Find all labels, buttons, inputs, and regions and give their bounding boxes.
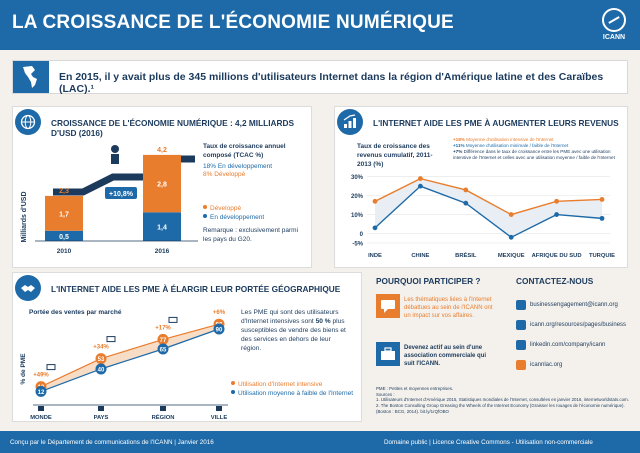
point-0-2	[463, 188, 468, 193]
logo-text: ICANN	[602, 34, 626, 41]
icann-logo-icon	[602, 8, 626, 32]
point-0-3	[509, 212, 514, 217]
market-icon-3	[216, 406, 222, 411]
market-icon-2	[160, 406, 166, 411]
difference-0: +49%	[33, 372, 49, 379]
footer-license[interactable]: Domaine public | Licence Creative Commons - Utilisation non-commerciale	[384, 439, 593, 446]
x-label-2010: 2010	[56, 248, 72, 255]
point-1-4	[554, 212, 559, 217]
contact-title: CONTACTEZ-NOUS	[516, 276, 594, 286]
contact-section	[514, 272, 634, 382]
label-developed-2016: 2,8	[157, 181, 167, 189]
sources-label: Sources :	[376, 391, 395, 397]
difference-2: +17%	[155, 325, 171, 332]
label-developed-2010: 1,7	[59, 211, 69, 219]
point-0-1	[418, 176, 423, 181]
y-tick-4: -5%	[352, 241, 363, 248]
point-1-5	[600, 216, 605, 221]
x-tick-5: TURQUIE	[588, 253, 616, 259]
contact-email[interactable]: businessengagement@icann.org	[530, 302, 618, 308]
point-0-4	[554, 199, 559, 204]
difference-1: +34%	[93, 344, 109, 351]
sources-section	[376, 386, 630, 428]
x-tick-3: VILLE	[210, 415, 228, 421]
cart-icon-0	[47, 365, 55, 370]
revenue-legend	[453, 137, 623, 161]
band-area	[375, 179, 602, 238]
y-tick-1: 20%	[350, 194, 363, 201]
x-tick-2: RÉGION	[151, 415, 175, 421]
difference-3: +6%	[212, 310, 226, 317]
growth-badge-label: +10,8%	[109, 191, 133, 198]
y-tick-2: 10%	[350, 213, 363, 220]
series-line-1	[41, 329, 219, 391]
x-tick-1: CHINE	[411, 253, 430, 259]
x-tick-1: PAYS	[93, 415, 109, 421]
x-label-2016: 2016	[154, 248, 170, 255]
cagr-title: Taux de croissance annuel composé (TCAC %)	[203, 143, 286, 159]
value-1-3: 90	[215, 327, 223, 334]
value-1-1: 40	[97, 367, 105, 374]
email-icon	[516, 300, 526, 310]
americas-map-icon	[13, 61, 49, 93]
cagr-developed: 8% Développé	[203, 171, 246, 178]
reach-subtitle: Portée des ventes par marché	[29, 309, 122, 316]
legend-developing: En développement	[203, 214, 264, 223]
cagr-developing: 18% En développement	[203, 163, 273, 170]
chat-icon	[376, 294, 400, 318]
handshake-icon	[15, 275, 41, 301]
x-tick-4: AFRIQUE DU SUD	[531, 253, 582, 259]
digital-economy-panel	[12, 106, 312, 268]
intro-text: En 2015, il y avait plus de 345 millions d'utilisateurs Internet dans la région d'Amérique latine et des Caraïbes (LAC).¹	[59, 71, 604, 95]
legend-intensive-use: Utilisation d'Internet intensive	[231, 381, 322, 390]
contact-linkedin[interactable]: linkedin.com/company/icann	[530, 342, 606, 348]
x-tick-2: BRÉSIL	[455, 253, 477, 259]
page-title: LA CROISSANCE DE L'ÉCONOMIE NUMÉRIQUE	[12, 12, 454, 33]
point-0-0	[373, 199, 378, 204]
x-tick-0: MONDE	[30, 415, 52, 421]
geographic-reach-panel	[12, 272, 362, 422]
why-title: POURQUOI PARTICIPER ?	[376, 276, 481, 286]
lac-site-icon	[516, 360, 526, 370]
point-0-5	[600, 197, 605, 202]
legend-low: +11% Moyenne d'utilisation minimale / faible de l'Internet	[453, 142, 569, 148]
growth-bar-chart	[13, 137, 213, 257]
contact-website[interactable]: icann.org/resources/pages/business	[530, 322, 627, 328]
g20-note: Remarque : exclusivement parmi les pays du G20.	[203, 227, 299, 243]
x-tick-3: MEXIQUE	[497, 253, 525, 259]
value-0-2: 77	[159, 337, 167, 344]
why-item-1: Les thématiques liées à l'Internet débattues au sein de l'ICANN ont un impact sur vos affaires.	[404, 297, 493, 320]
cart-icon-2	[169, 317, 177, 322]
x-tick-0: INDE	[368, 253, 382, 259]
p1-ylabel: Milliards d'USD	[21, 191, 28, 243]
person-icon	[111, 145, 119, 153]
globe-icon	[15, 109, 41, 135]
label-developing-2016: 1,4	[157, 224, 167, 232]
contact-lac[interactable]: icannlac.org	[530, 362, 563, 368]
header	[0, 0, 640, 50]
value-1-0: 12	[37, 389, 45, 396]
growth-badge	[105, 187, 137, 199]
person-body-shape	[111, 154, 119, 164]
source-1: 1. Utilisateurs d'Internet d'Amérique 2015, Statistiques mondiales de l'Internet, consultées en janvier 2016, internetworldstats.com.	[376, 397, 629, 403]
value-1-2: 65	[159, 347, 167, 354]
reach-description: Les PME qui sont des utilisateurs d'Internet intensives sont 50 % plus susceptibles de vendre des biens et des services en dehors de leur région.	[241, 309, 346, 352]
cart-icon-1	[107, 337, 115, 342]
linkedin-icon	[516, 340, 526, 350]
label-total-2010: 2,3	[59, 187, 69, 195]
market-icon-0	[38, 406, 44, 411]
icann-logo[interactable]	[598, 8, 630, 41]
revenue-growth-label: Taux de croissance des revenus cumulatif, 2011-2013 (%)	[357, 143, 433, 168]
point-1-3	[509, 235, 514, 240]
intro-banner	[12, 60, 628, 94]
point-1-0	[373, 225, 378, 230]
why-item-2: Devenez actif au sein d'une association commerciale qui suit l'ICANN.	[404, 345, 487, 368]
y-tick-0: 30%	[350, 175, 363, 182]
label-developing-2010: 0,5	[59, 233, 69, 241]
panel2-title: L'INTERNET AIDE LES PME À AUGMENTER LEURS REVENUS	[373, 118, 619, 128]
pme-definition: PME : Petites et moyennes entreprises.	[376, 386, 454, 391]
panel1-title: CROISSANCE DE L'ÉCONOMIE NUMÉRIQUE : 4,2 MILLIARDS D'USD (2016)	[51, 118, 295, 138]
revenue-line-chart	[335, 165, 629, 265]
p3-ylabel: % de PME	[20, 353, 27, 385]
briefcase-icon	[376, 342, 400, 366]
label-total-2016: 4,2	[157, 146, 167, 154]
reach-area-chart	[13, 309, 248, 421]
panel3-title: L'INTERNET AIDE LES PME À ÉLARGIR LEUR PORTÉE GÉOGRAPHIQUE	[51, 284, 341, 294]
legend-low-use: Utilisation moyenne à faible de l'Internet	[231, 390, 353, 399]
point-1-2	[463, 201, 468, 206]
y-tick-3: 0	[359, 232, 363, 239]
legend-developed: Développé	[203, 205, 241, 214]
value-0-1: 53	[97, 357, 105, 364]
point-1-1	[418, 184, 423, 189]
legend-difference: +7% Différence dans le taux de croissance entre les PME avec une utilisation intensive de l'Internet et celles avec une utilisation moyenne / faible de l'Internet	[453, 148, 615, 160]
source-2: 2. The Boston Consulting Group Greasing the Wheels of the Internet Economy (Graisser les rouages de l'économie numérique). (Boston : BCG, 2014). bit.ly/1rQfOBO	[376, 403, 625, 414]
footer-credit: Conçu par le Département de communications de l'ICANN | Janvier 2016	[10, 439, 214, 446]
legend-intensive: +18% Moyenne d'utilisation intensive de l'Internet	[453, 137, 554, 142]
globe-link-icon	[516, 320, 526, 330]
market-icon-1	[98, 406, 104, 411]
growth-chart-icon	[337, 109, 363, 135]
sme-revenue-panel	[334, 106, 628, 268]
footer	[0, 431, 640, 453]
